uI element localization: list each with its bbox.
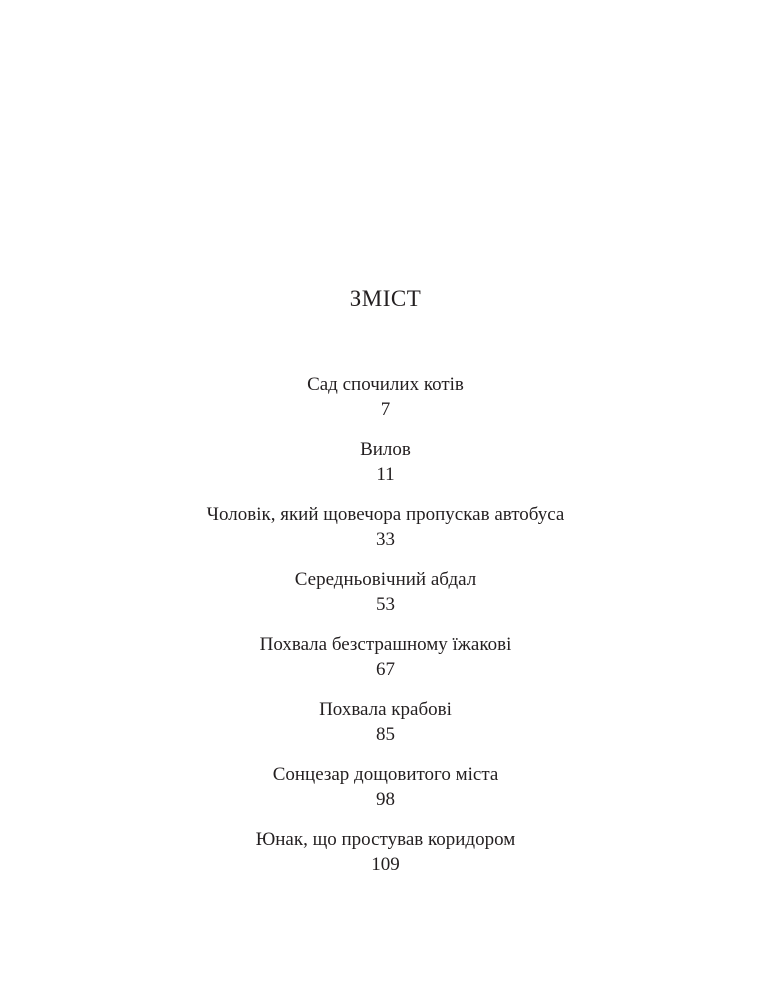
toc-entry-title: Сонцезар дощовитого міста bbox=[272, 764, 499, 785]
toc-entry-page-number: 53 bbox=[376, 594, 395, 615]
toc-entry-page-number: 67 bbox=[376, 659, 395, 680]
page-title: ЗМІСТ bbox=[349, 286, 422, 311]
toc-entry-page-number: 7 bbox=[380, 399, 391, 420]
toc-entry-title: Юнак, що простував коридором bbox=[255, 829, 516, 850]
toc-entry-page-number: 85 bbox=[376, 724, 395, 745]
toc-entry bbox=[0, 372, 771, 437]
toc-entry-title: Похвала крабові bbox=[319, 699, 452, 720]
toc-entry bbox=[0, 697, 771, 762]
toc-entry bbox=[0, 437, 771, 502]
toc-entry-page-number: 98 bbox=[376, 789, 395, 810]
toc-entry-title: Чоловік, який щовечора пропускав автобуса bbox=[206, 504, 565, 525]
toc-entry-title: Сад спочилих котів bbox=[307, 374, 464, 395]
toc-entry bbox=[0, 762, 771, 827]
toc-entry-title: Вилов bbox=[360, 439, 411, 460]
toc-entry bbox=[0, 632, 771, 697]
toc-entry bbox=[0, 502, 771, 567]
table-of-contents bbox=[0, 372, 771, 892]
toc-entry-page-number: 33 bbox=[376, 529, 395, 550]
toc-entry-page-number: 109 bbox=[371, 854, 400, 875]
toc-entry bbox=[0, 567, 771, 632]
toc-entry bbox=[0, 827, 771, 892]
toc-entry-title: Похвала безстрашному їжакові bbox=[259, 634, 512, 655]
toc-entry-title: Середньовічний абдал bbox=[294, 569, 477, 590]
toc-entry-page-number: 11 bbox=[376, 464, 395, 485]
